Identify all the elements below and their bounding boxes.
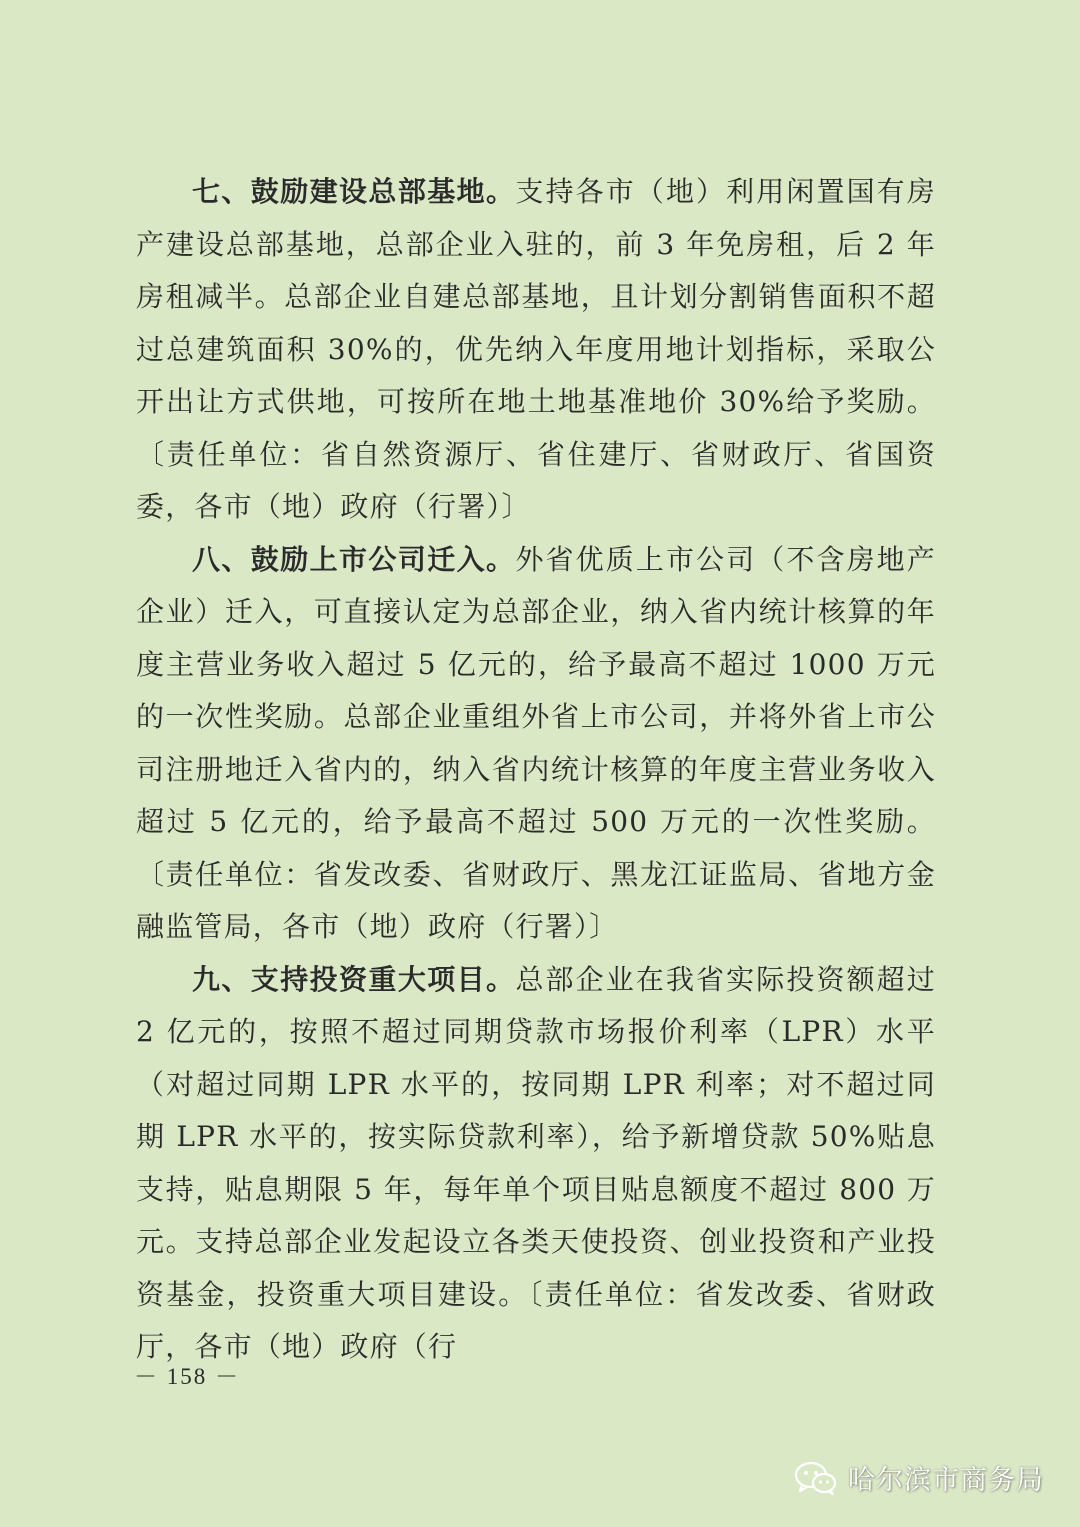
- section-heading: 八、鼓励上市公司迁入。: [192, 542, 516, 576]
- section-text: 支持各市（地）利用闲置国有房产建设总部基地，总部企业入驻的，前 3 年免房租，后 2 年房租减半。总部企业自建总部基地，且计划分割销售面积不超过总建筑面积 30%的，优先纳入年度用地计划指标，采取公开出让方式供地，可按所在地土地基准地价 30%给予奖励。〔责任单位：省自然资源厅、省住建厅、省财政厅、省国资委，各市（地）政府（行署）〕: [136, 175, 936, 523]
- section-text: 总部企业在我省实际投资额超过 2 亿元的，按照不超过同期贷款市场报价利率（LPR）水平（对超过同期 LPR 水平的，按同期 LPR 利率；对不超过同期 LPR 水平的，按实际贷款利率），给予新增贷款 50%贴息支持，贴息期限 5 年，每年单个项目贴息额度不超过 800 万元。支持总部企业发起设立各类天使投资、创业投资和产业投资基金，投资重大项目建设。〔责任单位：省发改委、省财政厅，各市（地）政府（行: [136, 962, 936, 1363]
- section-text: 外省优质上市公司（不含房地产企业）迁入，可直接认定为总部企业，纳入省内统计核算的年度主营业务收入超过 5 亿元的，给予最高不超过 1000 万元的一次性奖励。总部企业重组外省上市公司，并将外省上市公司注册地迁入省内的，纳入省内统计核算的年度主营业务收入超过 5 亿元的，给予最高不超过 500 万元的一次性奖励。〔责任单位：省发改委、省财政厅、黑龙江证监局、省地方金融监管局，各市（地）政府（行署）〕: [136, 542, 936, 943]
- watermark-text: 哈尔滨市商务局: [848, 1465, 1044, 1496]
- section-heading: 九、支持投资重大项目。: [192, 962, 516, 996]
- section-7: [136, 166, 936, 534]
- wechat-icon: [794, 1460, 838, 1496]
- section-8: [136, 534, 936, 954]
- section-heading: 七、鼓励建设总部基地。: [192, 175, 516, 208]
- document-body: [136, 166, 936, 1374]
- page-number: － 158 －: [134, 1364, 240, 1389]
- watermark: [794, 1458, 1044, 1497]
- section-9: [136, 954, 936, 1374]
